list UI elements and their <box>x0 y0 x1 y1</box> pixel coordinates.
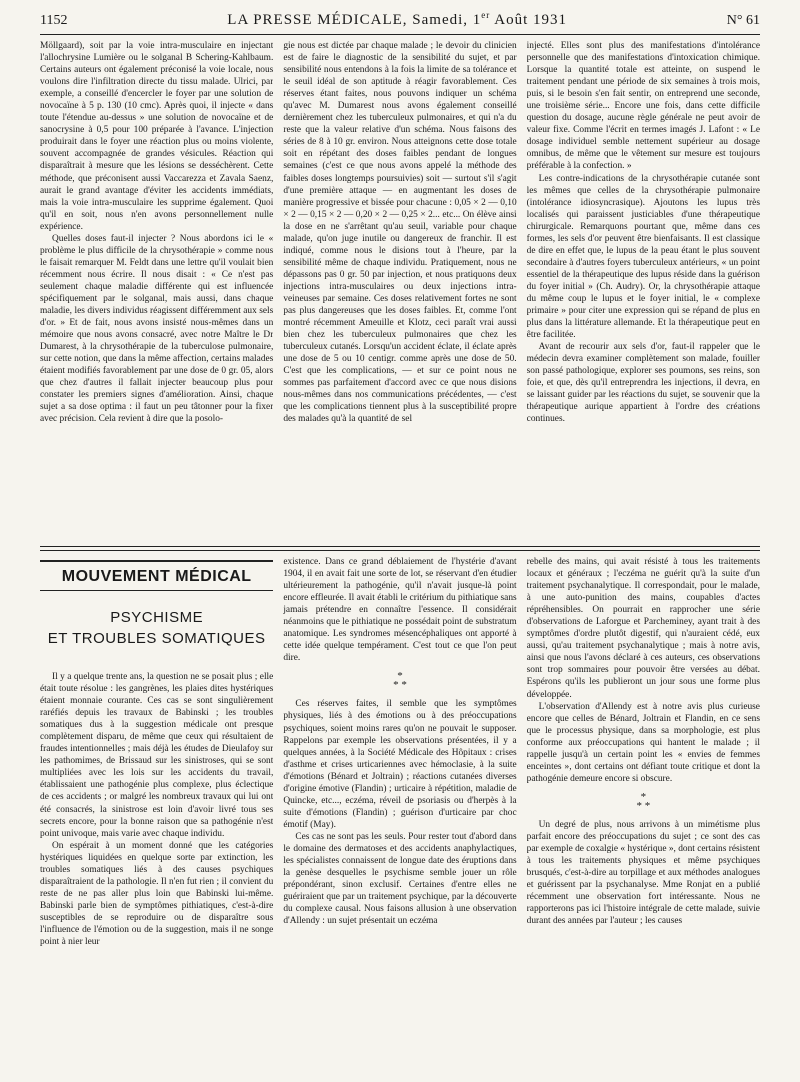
paragraph: Les contre-indications de la chrysothérapie cutanée sont les mêmes que celles de la chrysothérapie pulmonaire (intolérance idiosyncrasique). Ajoutons les lupus très localisés qui paraissent justiciables d'une thérapeutique chirurgicale. Remarquons pourtant que, même dans ces formes, les sels d'or peuvent être bienfaisants. Il est classique de dire en effet que, le lupus de la peau étant le plus souvent secondaire à d'autres foyers tuberculeux antérieurs, « un point essentiel de la thérapeutique des lupus réside dans la guérison du foyer initial » (Ch. Audry). Or, la chrysothérapie attaque du même coup le lupus et le foyer initial, le « complexe primaire » pour citer une expression qui se répand de plus en plus dans la littérature allemande. Et la thérapeutique peut en être facilitée. <box>526 173 760 341</box>
paragraph: injecté. Elles sont plus des manifestations d'intolérance personnelle que des manifestations d'intoxication chimique. Lorsque la quantité totale est atteinte, on suspend le traitement pendant une période de six semaines à trois mois, puis, si le besoin s'en fait sentir, on entreprend une seconde, une troisième série... Encore une fois, dans cette difficile question du dosage, aucune règle générale ne peut avoir de valeur fixe. Comme l'écrit en termes imagés J. Lafont : « Le dosage individuel semble nettement supérieur au dosage omnibus, de même que le vêtement sur mesure est toujours préférable à la confection. » <box>526 41 760 172</box>
paragraph: Il y a quelque trente ans, la question ne se posait plus ; elle était toute résolue : les gangrènes, les plaies dites hystériques étaient monnaie courante. Ces cas se sont singulièrement raréfiés depuis les travaux de Babinski ; les troubles somatiques dus à la suggestion médicale ont presque complètement disparu, de même que ceux qui résultaient de fraudes intentionnelles ; mais déjà les études de Dieulafoy sur les pathomimes, de Brissaud sur les sinistroses, qui se sont multipliées avec les lois sur les accidents du travail, établissaient une pathogénie plus complexe, plus éclectique de ces accidents ; or malgré les nombreux travaux qui lui ont été consacrés, la sinistrose est loin d'avoir livré tous ses secrets encore, pour la bonne raison que sa pathogénie n'est point univoque, mais varie avec chaque individu. <box>40 672 274 839</box>
lower-column-3 <box>527 556 760 1071</box>
page-number: 1152 <box>40 13 68 28</box>
issue-date-sup: er <box>481 10 491 20</box>
section-heading-box <box>40 560 273 591</box>
upper-column-3 <box>527 40 760 537</box>
paragraph: rebelle des mains, qui avait résisté à tous les traitements locaux et généraux ; l'eczéma ne guérit qu'à la suite d'un traitement psychanalytique. Il correspondait, pour le malade, à une auto-punition des mains, coupables d'actes répréhensibles. On pourrait en rapprocher une série d'observations de Laforgue et Parcheminey, ayant trait à des symptômes d'ordre plutôt digestif, qui n'auraient cédé, eux aussi, qu'au traitement psychanalytique ; mais à notre avis, ainsi que nous l'avons déclaré à ces auteurs, ces observations sont trop sommaires pour pouvoir être versées au débat. Espérons qu'ils les publieront un jour sous une forme plus développée. <box>526 557 760 700</box>
paragraph: Ces réserves faites, il semble que les symptômes physiques, liés à des émotions ou à des préoccupations psychiques, soient moins rares qu'on ne pouvait le supposer. Rappelons par exemple les observations présentées, il y a quelques années, à la Société Médicale des Hôpitaux : crises d'asthme et crises urticariennes avec hémoclasie, à la suite d'émotions (Bénard et Joltrain) ; réactions cutanées diverses d'origine émotive (Flandin) ; urticaire à répétition, maladie de Quincke, etc..., eczéma, réveil de psoriasis ou d'herpès à la suite d'émotions (Flandin) ; guérison d'urticaire par choc émotif (May). <box>283 699 517 830</box>
page-header <box>40 10 760 40</box>
section-title: MOUVEMENT MÉDICAL <box>61 568 252 585</box>
upper-column-2 <box>283 40 516 537</box>
paragraph: Ces cas ne sont pas les seuls. Pour rester tout d'abord dans le domaine des dermatoses et des accidents anaphylactiques, les spécialistes connaissent de longue date des éruptions dans la genèse desquelles le psychisme semble jouer un rôle prépondérant, sinon exclusif. Certaines d'entre elles ne guériraient que par un traitement psychique, par la découverte du complexe causal. Nous faisons allusion à une observation d'Allendy : un sujet présentait un eczéma <box>283 831 517 927</box>
journal-name: LA PRESSE MÉDICALE, <box>227 12 408 28</box>
header-rule <box>40 34 760 35</box>
section-divider <box>40 546 760 551</box>
article-title-line-2: ET TROUBLES SOMATIQUES <box>47 630 266 647</box>
paragraph: Un degré de plus, nous arrivons à un mimétisme plus parfait encore des préoccupations du sujet ; ce sont des cas par exemple de coxalgie « hystérique », dont certains résistent à tous les traitements physiques et même psychiques brusqués, c'est-à-dire au torpillage et aux méthodes analogues et guérissent par la psychanalyse. Mme Ronjat en a publié récemment une observation fort intéressante. Nous ne rapporterons pas ici l'histoire intégrale de cette malade, suivie durant des années par l'auteur ; les causes <box>526 819 760 927</box>
issue-date-prefix: Samedi, 1 <box>412 12 482 28</box>
paragraph: Möllgaard), soit par la voie intra-musculaire en injectant l'allochrysine Lumière ou le solganal B Schering-Kahlbaum. Certains auteurs ont également préconisé la voie locale, nous voulons dire l'infiltration directe du tissu malade. Ulrici, par exemple, a conseillé d'encercler le foyer par une solution de novocaïne à 5 p. 130 (10 cmc). Après quoi, il injecte « dans toute l'étendue au-dessus » une solution de novocaïne et de sanocrysine à 0,5 pour 100 préparée à l'avance. L'injection produirait dans le foyer une réaction plus ou moins violente, souvent accompagnée de grandes vésicules. Réaction qui disparaîtrait à mesure que les lésions se desséchèrent. Cette méthode, que préconisent aussi Vaccarezza et Zavala Saenz, aurait le grand avantage d'éviter les accidents immédiats, mais la voie intra-musculaire les supprime également. Quoi qu'il en soit, nous n'en avons personnellement nulle expérience. <box>40 41 274 232</box>
issue-number: N° 61 <box>726 13 760 28</box>
lower-column-1 <box>40 556 273 1071</box>
article-title-line-1: PSYCHISME <box>110 609 204 626</box>
masthead <box>227 10 567 29</box>
paragraph: Quelles doses faut-il injecter ? Nous abordons ici le « problème le plus difficile de la chrysothérapie » comme nous le faisait remarquer M. Feldt dans une lettre qu'il voulait bien récemment nous écrire. Il nous disait : « Ce n'est pas seulement chaque maladie différente qui est influencée spécifiquement par le solganal, mais aussi, dans chaque maladie, les divers individus réagissent différemment aux sels d'or. » Et de fait, nous avons insisté nous-mêmes dans un mémoire que nous avons consacré, avec notre Maître le Dr Dumarest, à la chrysothérapie de la tuberculose pulmonaire, sur cette notion, que dans la même affection, certains malades étaient modifiés favorablement par une dose de 0 gr. 05, alors que chez d'autres il fallait injecter beaucoup plus pour constater les premiers signes d'amélioration. Ainsi, chaque sujet a sa dose optima : il faut un peu tâtonner pour la fixer avec précision. Cela revient à dire que la posolo- <box>40 233 274 425</box>
paragraph: L'observation d'Allendy est à notre avis plus curieuse encore que celles de Bénard, Joltrain et Flandin, en ce sens que le processus physique, dans sa morphologie, est plus conforme aux préoccupations qui hantent le malade ; il rappelle jusqu'à un certain point les « envies de femmes enceintes », dont certains ont défiant toute critique et dont la pathogénie demeure encore si obscure. <box>526 701 760 784</box>
paragraph: Avant de recourir aux sels d'or, faut-il rappeler que le médecin devra examiner complètement son malade, fouiller son passé pathologique, explorer ses poumons, ses reins, son foie, et que, dès qu'il entreprendra les injections, il devra, en se laissant guider par les réactions du sujet, se souvenir que la thérapeutique aurique appartient à l'ordre des créations continues. <box>526 342 760 425</box>
upper-article <box>40 40 760 537</box>
section-break-asterisks: * * * <box>636 790 651 812</box>
issue-date-suffix: Août 1931 <box>494 12 567 28</box>
lower-column-2 <box>283 556 516 1071</box>
paragraph: existence. Dans ce grand déblaiement de l'hystérie d'avant 1904, il en avait fait une sorte de lot, se réservant d'en étudier ultérieurement la pathogénie, qu'il n'avait jusque-là point encore effleurée. Il avait établi le critérium du pithiatique sans jamais prétendre en connaître l'essence. Il considérait néanmoins que le pithiatique ne possédait point de substratum anatomique. Les syndromes mésencéphaliques ont apporté à cette idée quelque tempérament. C'est tout ce que l'on peut dire. <box>283 557 517 664</box>
article-title <box>40 607 273 649</box>
upper-column-1 <box>40 40 273 537</box>
paragraph: On espérait à un moment donné que les catégories hystériques liquidées en quelque sorte par extinction, les troubles somatiques liés à des causes psychiques disparaîtraient de la pathologie. Il n'en fut rien ; il convient du reste de ne pas aller plus loin que Babinski lui-même. Babinski parle bien de symptômes pithiatiques, c'est-à-dire susceptibles de se reproduire ou de disparaître sous l'influence de l'émotion ou de la suggestion, mais il ne songe point à nier leur <box>40 840 274 948</box>
lower-article <box>40 556 760 1071</box>
section-break-asterisks: * * * <box>393 670 407 692</box>
paragraph: gie nous est dictée par chaque malade ; le devoir du clinicien est de faire le diagnostic de la sensibilité du sujet, et par sensibilité nous entendons à la fois la limite de sa tolérance et le seuil idéal de son aptitude à réagir favorablement. Ces réserves étant faites, nous pouvons indiquer un schéma qu'avec M. Dumarest nous avons également conseillé dernièrement chez les tuberculeux pulmonaires, et qui n'a du reste que la valeur relative d'un schéma. Nous faisons des séries de 8 à 10 gr. environ. Nous atteignons cette dose totale soit en répétant des doses faibles pendant de longues semaines (c'est ce que nous avons appelé la méthode des faibles doses longtemps poursuivies) soit — surtout s'il s'agit d'une première attaque — en augmentant les doses de manière progressive et bissée pour chacune : 0,05 × 2 — 0,10 × 2 — 0,15 × 2 — 0,20 × 2 — 0,25 × 2... etc... On élève ainsi la dose en ne s'arrêtant qu'au seuil, variable pour chaque malade, qu'on juge inutile ou dangereux de franchir. Il est indiqué, comme nous le disions tout à l'heure, par la sensibilité même de chaque individu. Pratiquement, nous ne dépassons pas 0 gr. 50 par injection, et nous pratiquons deux injections intra-musculaires ou deux injections intra-veineuses par semaine. Ces doses relativement fortes ne sont pas plus dangereuses que les doses faibles. Et, comme l'ont montré récemment Ameuille et Klotz, ceci paraît vrai aussi bien chez les tuberculeux pulmonaires que chez les tuberculeux cutanés. Lorsqu'un accident éclate, il éclate après une dose de 5 ou 10 centigr. comme après une dose de 50. C'est que les complications, — et sur ce point nous ne sommes pas parfaitement d'accord avec ce que nous disions nous-mêmes dans nos communications précédentes, — c'est que les complications tiennent plus à la susceptibilité propre des malades qu'à la quantité de sel <box>283 41 517 425</box>
